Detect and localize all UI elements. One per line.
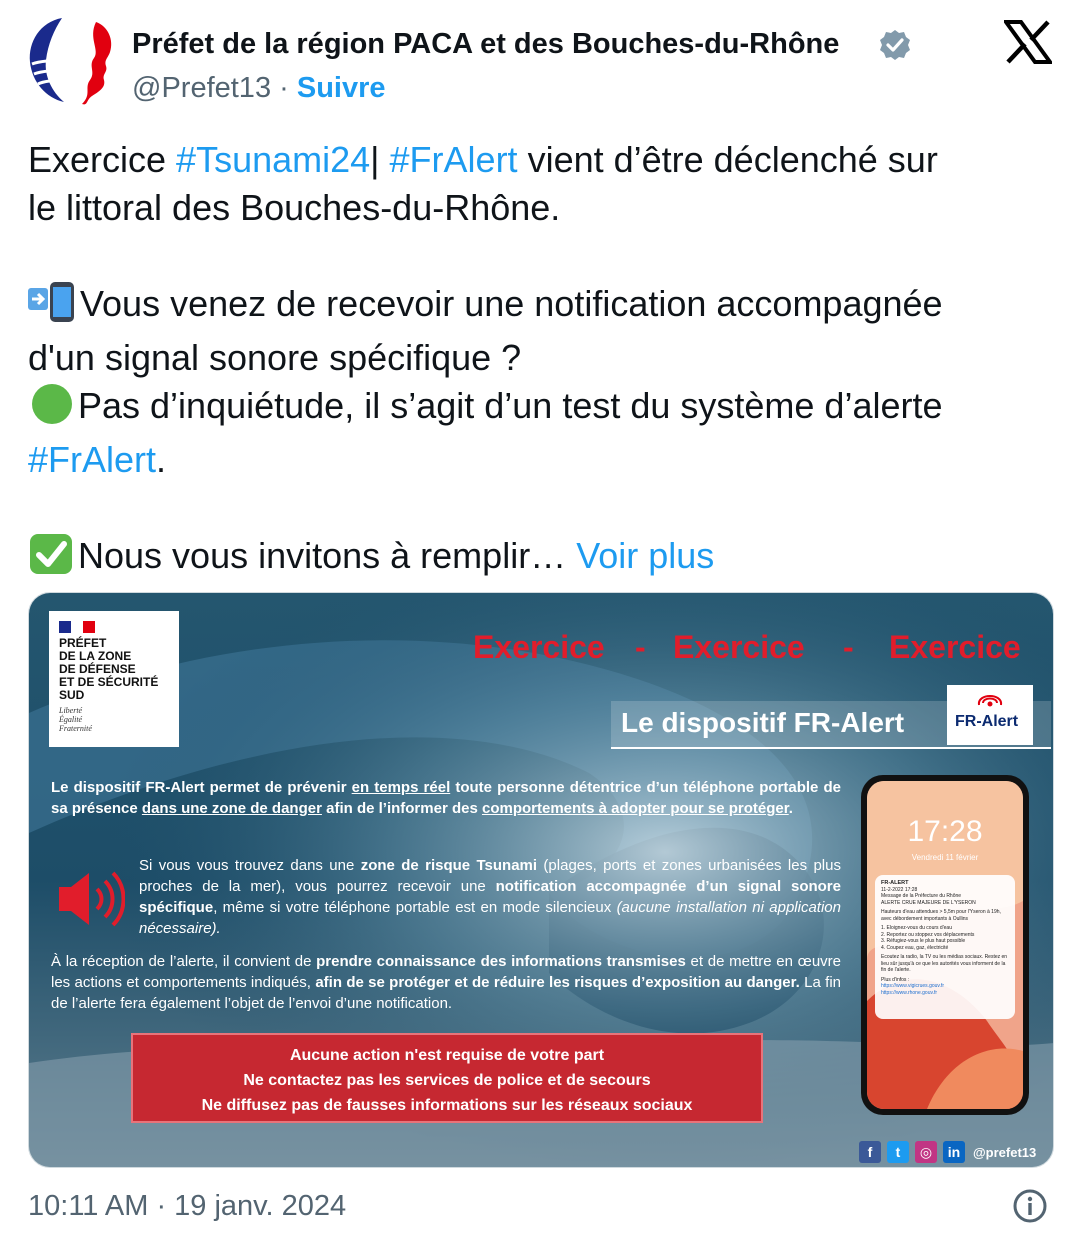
author-name[interactable]: Préfet de la région PACA et des Bouches-du-Rhône (132, 28, 840, 60)
notification-link: https://www.rhone.gouv.fr (881, 989, 938, 996)
tweet-time: 10:11 AM (28, 1190, 149, 1222)
tweet-line-6 (28, 436, 1058, 484)
verified-badge-icon (878, 28, 912, 62)
x-logo-icon[interactable] (1004, 20, 1052, 64)
notification-line: 11-2-2022 17:28 (881, 886, 918, 893)
notification-line: Plus d'infos : (881, 976, 910, 983)
text-segment: notification accompagnée d’un signal sonore spécifique (139, 878, 841, 916)
twitter-icon: t (887, 1141, 909, 1163)
exercise-separator: - (635, 629, 646, 665)
text-segment: Nous vous invitons à remplir… (78, 535, 577, 576)
text-segment: Le dispositif FR-Alert permet de prévenir (51, 779, 352, 796)
instagram-icon: ◎ (915, 1141, 937, 1163)
motto (59, 706, 169, 733)
text-segment: Exercice (28, 139, 177, 180)
handle-row (132, 72, 386, 105)
motto-line: Égalité (59, 715, 83, 724)
tweet-line-2: le littoral des Bouches-du-Rhône. (28, 187, 561, 228)
exercise-word: Exercice (473, 629, 605, 665)
tweet-date: 19 janv. 2024 (174, 1190, 347, 1222)
blank-line (28, 232, 1058, 280)
text-segment: toute personne détentrice d’un téléphone portable de sa présence (51, 779, 841, 817)
notification-line: 1. Eloignez-vous du cours d'eau (881, 925, 952, 931)
text-segment: (aucune installation ni application nécessaire). (139, 899, 841, 937)
exercise-word: Exercice (673, 629, 805, 665)
social-links (859, 1141, 1036, 1163)
text-segment: À la réception de l’alerte, il convient de (51, 953, 317, 970)
text-segment: | (370, 139, 390, 180)
alert-notification (875, 875, 1015, 1019)
check-mark-icon (28, 534, 78, 586)
follow-button[interactable]: Suivre (296, 72, 386, 104)
paragraph-reception (51, 951, 841, 1014)
facebook-icon: f (859, 1141, 881, 1163)
text-segment: afin de se protéger et de réduire les risques d’exposition au danger. (315, 974, 800, 991)
fr-alert-logo-text: FR-Alert (955, 713, 1019, 730)
prefet-line: SUD (59, 688, 85, 702)
see-more-link[interactable]: Voir plus (576, 535, 715, 576)
tweet-line-1 (28, 136, 1058, 184)
prefet-line: DE LA ZONE (59, 649, 132, 663)
warning-box (131, 1033, 763, 1123)
exercise-separator: - (843, 629, 854, 665)
prefet-line: DE DÉFENSE (59, 662, 136, 676)
prefet-logo (49, 611, 179, 747)
notification-line: ALERTE CRUE MAJEURE DE L'YSERON (881, 899, 976, 906)
text-segment: comportements à adopter pour se protéger (481, 800, 789, 817)
handle-separator: · (271, 72, 297, 104)
fr-alert-logo (947, 685, 1033, 745)
motto-line: Fraternité (59, 724, 92, 733)
dispositif-title: Le dispositif FR-Alert (621, 707, 905, 738)
prefet-title (59, 637, 169, 702)
linkedin-icon: in (943, 1141, 965, 1163)
green-circle-icon (28, 384, 78, 436)
warning-line: Aucune action n'est requise de votre part (289, 1047, 605, 1064)
notification-title: FR-ALERT (881, 880, 909, 886)
text-segment: en temps réel (351, 779, 451, 796)
social-handle: @prefet13 (973, 1144, 1037, 1160)
tweet-timestamp[interactable] (28, 1190, 346, 1223)
warning-line: Ne diffusez pas de fausses informations sur les réseaux sociaux (201, 1097, 693, 1114)
text-segment: dans une zone de danger (141, 800, 322, 817)
info-circle-icon[interactable] (1012, 1188, 1048, 1224)
text-segment: , même si votre téléphone portable est en mode silencieux (213, 899, 617, 916)
paragraph-intro (51, 777, 841, 819)
notification-link: https://www.vigicrues.gouv.fr (881, 983, 944, 989)
text-segment: Pas d’inquiétude, il s’agit d’un test du système d’alerte (78, 385, 943, 426)
notification-line: 2. Reportez ou stoppez vos déplacements (881, 931, 975, 938)
text-segment: (plages, ports et zones urbanisées les plus proches de la mer), vous pourrez recevoir une (139, 857, 841, 895)
text-segment: prendre connaissance des informations transmises (316, 953, 686, 970)
text-segment: Si vous vous trouvez dans une (139, 857, 361, 874)
timestamp-separator: · (148, 1190, 175, 1222)
tweet-text (28, 136, 1058, 586)
paragraph-tsunami (139, 855, 841, 939)
text-segment: Vous venez de recevoir une notification accompagnée (80, 283, 943, 324)
notification-line: Hauteurs d'eau attendues > 5,5m pour l'Yseron à 19h, avec débordement importants à Oullins (881, 909, 1001, 922)
tweet-line-7 (28, 532, 1058, 586)
speaker-icon (55, 867, 125, 931)
media-image[interactable] (28, 592, 1054, 1168)
text-segment: La fin de l’alerte fera également l’objet de l’envoi d’une notification. (51, 974, 841, 1012)
text-segment: . (156, 439, 167, 480)
hashtag-fralert[interactable]: #FrAlert (389, 139, 518, 180)
text-segment: zone de risque Tsunami (360, 857, 538, 874)
phone-date: Vendredi 11 février (911, 853, 979, 862)
notification-line: 4. Coupez eau, gaz, électricité (881, 944, 949, 951)
tweet-line-4: d'un signal sonore spécifique ? (28, 337, 522, 378)
text-segment: afin de l’informer des (321, 800, 482, 817)
tweet-line-3 (28, 280, 1058, 334)
hashtag-fralert-2[interactable]: #FrAlert (28, 439, 157, 480)
notification-line: 3. Réfugiez-vous le plus haut possible (881, 938, 966, 944)
marianne-logo-icon[interactable] (22, 14, 122, 106)
notification-line: Ecoutez la radio, la TV ou les médias sociaux. Restez en lieu sûr jusqu'à ce que les autorités vous informent de la fin de l'alerte. (881, 954, 1008, 973)
notification-line: Message de la Préfecture du Rhône (881, 893, 962, 899)
phone-mockup (861, 775, 1029, 1115)
motto-line: Liberté (59, 706, 83, 715)
exercise-word: Exercice (889, 629, 1021, 665)
prefet-line: PRÉFET (59, 636, 107, 650)
text-segment: . (788, 800, 793, 817)
tweet-header (0, 0, 1080, 120)
phone-time: 17:28 (907, 815, 983, 848)
dispositif-banner (611, 701, 1051, 749)
phone-screen (867, 781, 1023, 1109)
prefet-line: ET DE SÉCURITÉ (59, 675, 159, 689)
author-handle[interactable]: @Prefet13 (132, 72, 272, 104)
arrow-phone-emoji-icon (28, 282, 80, 334)
exercise-banner (469, 629, 1029, 665)
hashtag-tsunami24[interactable]: #Tsunami24 (176, 139, 371, 180)
broadcast-antenna-icon (947, 685, 1033, 715)
text-segment: vient d’être déclenché sur (517, 139, 938, 180)
text-segment: et de mettre en œuvre les actions et comportements indiqués, (51, 953, 841, 991)
french-flag-icon (59, 621, 95, 633)
tweet-line-5 (28, 382, 1058, 436)
blank-line (28, 484, 1058, 532)
warning-line: Ne contactez pas les services de police et de secours (243, 1072, 651, 1089)
